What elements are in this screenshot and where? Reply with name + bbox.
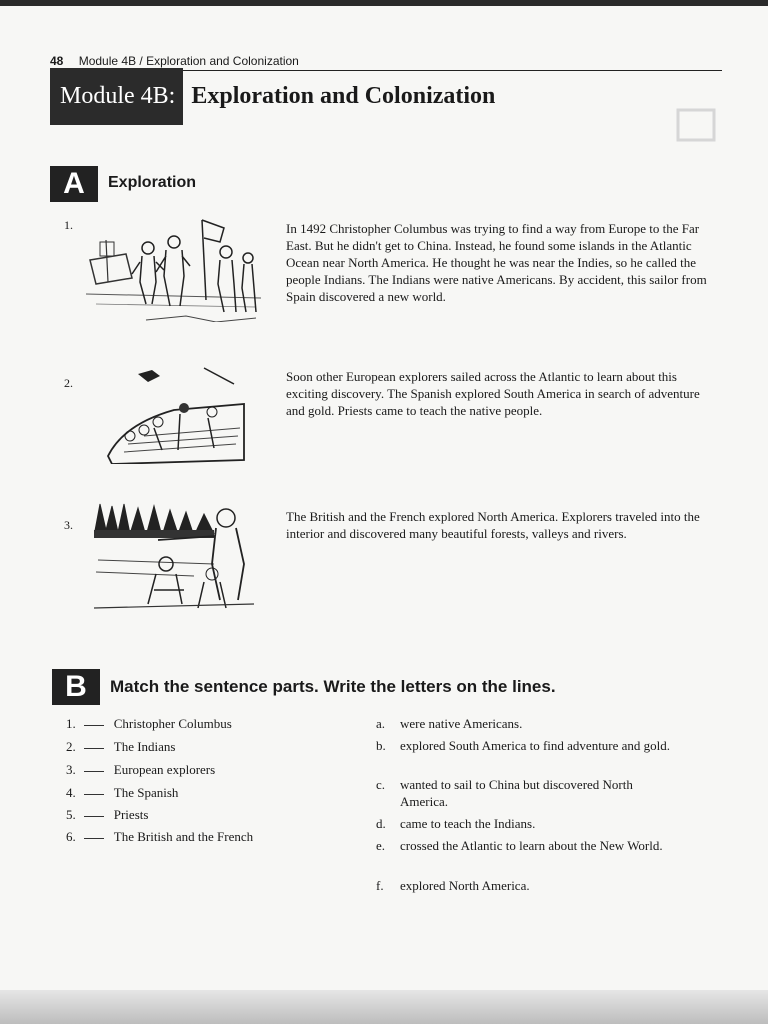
option-letter: d. [376, 816, 386, 831]
match-left-text: The Spanish [113, 785, 179, 800]
match-left-6 [66, 829, 253, 845]
match-option-e [376, 837, 686, 854]
passage-3: The British and the French explored North America. Explorers traveled into the interior and discovered many beautiful forests, valleys and rivers. [286, 509, 700, 541]
option-text: explored South America to find adventure and gold. [400, 738, 671, 753]
module-title-banner [50, 68, 495, 125]
match-left-text: The British and the French [113, 829, 254, 844]
item-3-number: 3. [64, 518, 73, 532]
spanish-boat-illustration [104, 364, 254, 464]
option-letter: c. [376, 777, 386, 792]
section-a-heading: Exploration [108, 174, 197, 191]
match-option-c [376, 776, 686, 810]
match-left-num: 3. [66, 762, 76, 777]
option-text: crossed the Atlantic to learn about the New World. [400, 838, 663, 853]
match-left-text: European explorers [113, 762, 216, 777]
option-letter: a. [376, 716, 386, 731]
item-2-number: 2. [64, 376, 73, 390]
answer-blank[interactable] [84, 771, 104, 772]
answer-blank[interactable] [84, 794, 104, 795]
option-text: were native Americans. [400, 716, 523, 731]
forest-explorers-illustration [94, 500, 264, 612]
option-text: came to teach the Indians. [400, 816, 536, 831]
match-left-text: Priests [113, 807, 149, 822]
match-left-num: 2. [66, 739, 76, 754]
module-title: Exploration and Colonization [191, 83, 496, 109]
worksheet-page [0, 6, 768, 990]
section-a-badge: A [50, 166, 98, 202]
match-option-b [376, 737, 686, 754]
match-left-num: 6. [66, 829, 76, 844]
option-letter: b. [376, 738, 386, 753]
page-number: 48 [50, 54, 64, 68]
scan-bottom-edge [0, 990, 768, 1024]
option-text: wanted to sail to China but discovered North America. [400, 777, 633, 809]
match-left-num: 1. [66, 716, 76, 731]
section-b-heading: Match the sentence parts. Write the letters on the lines. [110, 677, 556, 696]
passage-1: In 1492 Christopher Columbus was trying to find a way from Europe to the Far East. But he didn't get to China. Instead, he found some islands in the Atlantic Ocean near North America. He thought he was near the Indies, so he called the people Indians. The Indians were native Americans. By accident, this sailor from Spain discovered a new world. [286, 221, 707, 304]
match-option-d [376, 815, 686, 832]
answer-blank[interactable] [84, 725, 104, 726]
option-letter: e. [376, 838, 386, 853]
match-left-num: 5. [66, 807, 76, 822]
match-left-4 [66, 785, 178, 801]
match-left-text: The Indians [113, 739, 176, 754]
match-left-5 [66, 807, 148, 823]
match-option-a [376, 715, 686, 732]
match-left-num: 4. [66, 785, 76, 800]
match-left-1 [66, 716, 232, 732]
module-label: Module 4B: [50, 68, 183, 125]
columbus-landing-illustration [86, 212, 266, 322]
running-title: Module 4B / Exploration and Colonization [78, 54, 299, 68]
passage-2: Soon other European explorers sailed across the Atlantic to learn about this exciting discovery. The Spanish explored South America in search of adventure and gold. Priests came to teach the native people. [286, 369, 700, 418]
answer-blank[interactable] [84, 838, 104, 839]
match-left-3 [66, 762, 215, 778]
answer-blank[interactable] [84, 748, 104, 749]
match-left-2 [66, 739, 175, 755]
match-left-text: Christopher Columbus [113, 716, 232, 731]
bleed-through-mark [590, 106, 720, 142]
match-option-f [376, 877, 686, 894]
bleed-through-text [590, 106, 720, 148]
item-1-number: 1. [64, 218, 73, 232]
option-letter: f. [376, 878, 384, 893]
option-text: explored North America. [400, 878, 530, 893]
answer-blank[interactable] [84, 816, 104, 817]
section-b-badge: B [52, 669, 100, 705]
